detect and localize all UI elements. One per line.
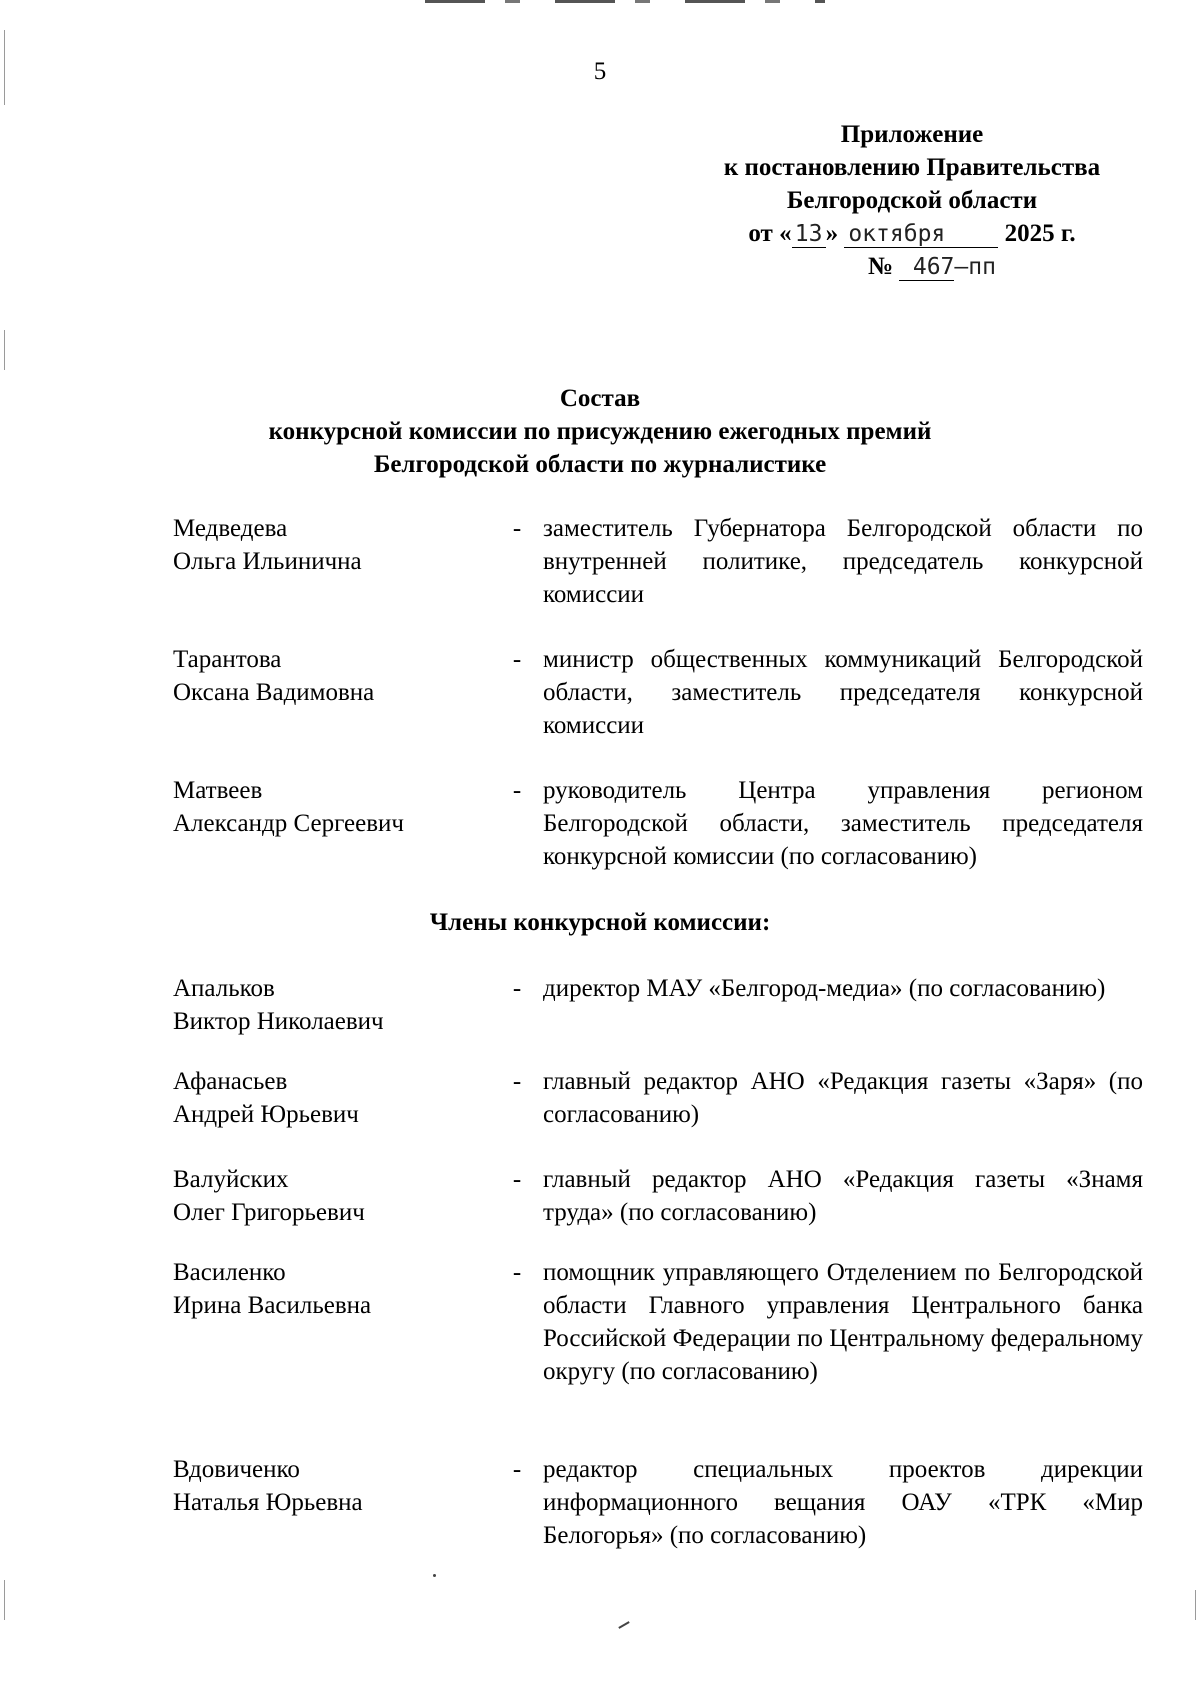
separator-dash: - (512, 1456, 522, 1483)
page-number: 5 (593, 58, 607, 85)
number-suffix: –пп (954, 254, 996, 280)
person-surname: Афанасьев (173, 1068, 288, 1095)
person-given-name: Оксана Вадимовна (173, 679, 375, 706)
appendix-date (660, 217, 1164, 250)
appendix-reference: к постановлению Правительства (723, 154, 1101, 181)
separator-dash: - (512, 777, 522, 804)
appendix-region: Белгородской области (786, 187, 1038, 214)
person-role: главный редактор АНО «Редакция газеты «Заря» (по согласованию) (543, 1068, 1143, 1128)
person-name (173, 774, 503, 840)
person-name (173, 512, 503, 578)
person-name (173, 643, 503, 709)
scan-speck (433, 1574, 436, 1577)
person-role: директор МАУ «Белгород-медиа» (по согласованию) (543, 975, 1106, 1002)
person-given-name: Олег Григорьевич (173, 1199, 365, 1226)
person-name (173, 1163, 503, 1229)
scan-speck (618, 1621, 629, 1629)
appendix-header (660, 118, 1164, 284)
person-given-name: Александр Сергеевич (173, 810, 404, 837)
handwritten-day: 13 (792, 221, 826, 248)
appendix-title: Приложение (840, 121, 984, 148)
appendix-number (660, 250, 1164, 284)
person-role: главный редактор АНО «Редакция газеты «Знамя труда» (по согласованию) (543, 1166, 1143, 1226)
person-surname: Валуйских (173, 1166, 289, 1193)
person-name (173, 1453, 503, 1519)
person-given-name: Ольга Ильинична (173, 548, 362, 575)
title-line-2: конкурсной комиссии по присуждению ежегодных премий (268, 418, 932, 445)
document-title (0, 382, 1200, 481)
person-name (173, 1065, 503, 1131)
person-given-name: Виктор Николаевич (173, 1008, 384, 1035)
person-surname: Апальков (173, 975, 275, 1002)
separator-dash: - (512, 1259, 522, 1286)
handwritten-month: октября (844, 221, 998, 248)
date-quote-close: » (825, 220, 839, 247)
person-surname: Тарантова (173, 646, 282, 673)
person-surname: Вдовиченко (173, 1456, 300, 1483)
members-heading: Члены конкурсной комиссии: (429, 909, 771, 936)
person-name (173, 1256, 503, 1322)
person-name (173, 972, 503, 1038)
separator-dash: - (512, 1166, 522, 1193)
title-line-1: Состав (559, 385, 641, 412)
date-prefix: от « (748, 220, 792, 247)
person-role: заместитель Губернатора Белгородской области по внутренней политике, председатель конкурсной комиссии (543, 515, 1143, 608)
scan-edge-artifact (1195, 1590, 1196, 1620)
person-surname: Матвеев (173, 777, 263, 804)
scan-edge-artifact (4, 330, 5, 370)
separator-dash: - (512, 975, 522, 1002)
scan-edge-artifact (425, 0, 825, 3)
title-line-3: Белгородской области по журналистике (373, 451, 827, 478)
separator-dash: - (512, 1068, 522, 1095)
person-surname: Медведева (173, 515, 288, 542)
person-role: министр общественных коммуникаций Белгородской области, заместитель председателя конкурсной комиссии (543, 646, 1143, 739)
person-given-name: Наталья Юрьевна (173, 1489, 363, 1516)
person-given-name: Андрей Юрьевич (173, 1101, 359, 1128)
person-role: помощник управляющего Отделением по Белгородской области Главного управления Центрального банка Российской Федерации по Центральному федеральному округу (по согласованию) (543, 1259, 1143, 1385)
person-role: редактор специальных проектов дирекции информационного вещания ОАУ «ТРК «Мир Белогорья» (по согласованию) (543, 1456, 1143, 1549)
date-year: 2025 г. (1004, 220, 1076, 247)
separator-dash: - (512, 515, 522, 542)
person-role: руководитель Центра управления регионом Белгородской области, заместитель председателя конкурсной комиссии (по согласованию) (543, 777, 1143, 870)
person-given-name: Ирина Васильевна (173, 1292, 372, 1319)
separator-dash: - (512, 646, 522, 673)
handwritten-number: 467 (899, 254, 954, 281)
person-surname: Василенко (173, 1259, 286, 1286)
number-prefix: № (868, 253, 894, 280)
scan-edge-artifact (4, 1580, 5, 1620)
